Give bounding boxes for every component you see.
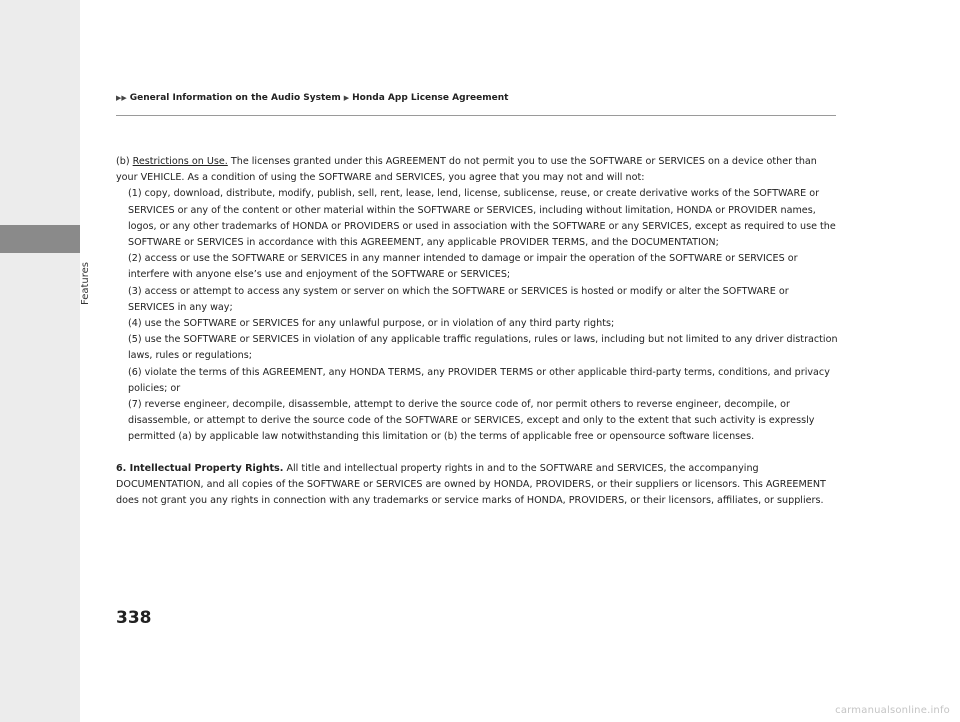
breadcrumb [116, 93, 836, 103]
restrictions-intro [116, 154, 838, 186]
sidebar-label: Features [80, 262, 91, 305]
restriction-item: (2) access or use the SOFTWARE or SERVICES in any manner intended to damage or impair the operation of the SOFTWARE or SERVICES or interfere with anyone else’s use and enjoyment of the SOFTWARE or SERVICES; [128, 253, 798, 281]
restriction-item: (5) use the SOFTWARE or SERVICES in violation of any applicable traffic regulations, rules or laws, including but not limited to any driver distraction laws, rules or regulations; [128, 334, 838, 362]
page-number: 338 [116, 608, 152, 628]
restrictions-prefix: (b) [116, 156, 133, 167]
restriction-item: (4) use the SOFTWARE or SERVICES for any unlawful purpose, or in violation of any third party rights; [128, 318, 615, 330]
restriction-item: (7) reverse engineer, decompile, disassemble, attempt to derive the source code of, nor permit others to reverse engineer, decompile, or disassemble, or attempt to derive the source code of the SOFTWARE or SERVICES, except and only to the extent that such activity is expressly permitted (a) by applicable law notwithstanding this limitation or (b) the terms of applicable free or opensource software licenses. [128, 399, 815, 443]
breadcrumb-item-license-agreement[interactable]: Honda App License Agreement [352, 93, 509, 103]
restriction-item: (1) copy, download, distribute, modify, publish, sell, rent, lease, lend, license, sublicense, reuse, or create derivative works of the SOFTWARE or SERVICES or any of the content or other material within the SOFTWARE or SERVICES, including without limitation, HONDA or PROVIDER names, logos, or any other trademarks of HONDA or PROVIDERS or used in association with the SOFTWARE or any SERVICES, except as required to use the SOFTWARE or SERVICES in accordance with this AGREEMENT, any applicable PROVIDER TERMS, and the DOCUMENTATION; [128, 188, 836, 249]
paragraph-gap [116, 446, 838, 461]
ip-paragraph [116, 461, 838, 510]
restriction-item: (6) violate the terms of this AGREEMENT, any HONDA TERMS, any PROVIDER TERMS or other applicable third-party terms, conditions, and privacy policies; or [128, 366, 830, 394]
sidebar [0, 0, 80, 722]
document-body [116, 154, 838, 509]
restriction-item: (3) access or attempt to access any system or server on which the SOFTWARE or SERVICES is hosted or modify or alter the SOFTWARE or SERVICES in any way; [128, 285, 789, 313]
breadcrumb-item-audio-system[interactable]: General Information on the Audio System [129, 93, 341, 103]
sidebar-section-tab[interactable] [0, 225, 80, 253]
ip-heading: 6. Intellectual Property Rights. [116, 462, 284, 474]
breadcrumb-arrow-icon: ▶▶ [116, 94, 127, 102]
restrictions-heading: Restrictions on Use. [132, 156, 228, 167]
watermark: carmanualsonline.info [835, 705, 950, 716]
ip-body: All title and intellectual property rights in and to the SOFTWARE and SERVICES, the accompanying DOCUMENTATION, and all copies of the SOFTWARE or SERVICES are owned by HONDA, PROVIDERS, or their suppliers or licensors. This AGREEMENT does not grant you any rights in connection with any trademarks or service marks of HONDA, PROVIDERS, or their licensors, affiliates, or suppliers. [116, 462, 826, 507]
restrictions-intro-text: The licenses granted under this AGREEMENT do not permit you to use the SOFTWARE or SERVICES on a device other than your VEHICLE. As a condition of using the SOFTWARE and SERVICES, you agree that you may not and will not: [116, 156, 817, 184]
header-divider [116, 115, 836, 116]
breadcrumb-arrow-icon: ▶ [343, 94, 350, 102]
